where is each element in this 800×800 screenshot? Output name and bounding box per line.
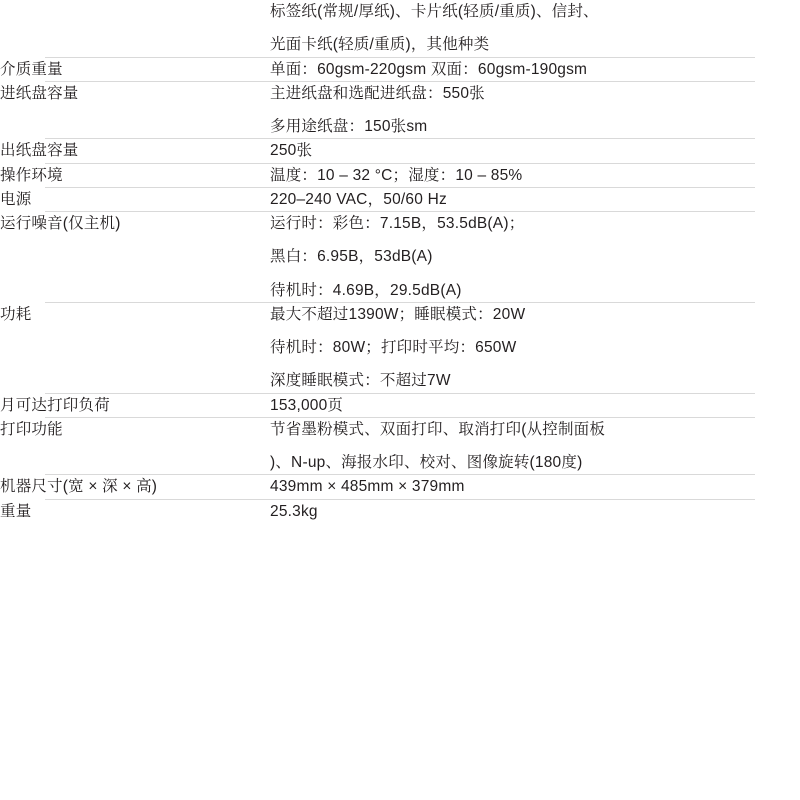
row-label-cell [0, 188, 270, 211]
row-value-line: 439mm × 485mm × 379mm [270, 478, 465, 496]
table-row [0, 500, 800, 523]
row-value-line: 25.3kg [270, 502, 318, 520]
row-value-line: 待机时：80W；打印时平均：650W [270, 339, 517, 356]
row-label-cell [0, 164, 270, 187]
row-value-line: 黑白：6.95B，53dB(A) [270, 248, 433, 266]
table-row [0, 475, 800, 498]
row-label: 运行噪音(仅主机) [0, 215, 121, 232]
row-value-line: 运行时：彩色：7.15B，53.5dB(A)； [270, 215, 525, 232]
row-label-cell [0, 475, 270, 498]
row-value-line: 单面：60gsm-220gsm 双面：60gsm-190gsm [270, 60, 588, 78]
row-value-cell [270, 0, 800, 57]
row-label-cell [0, 58, 270, 81]
table-row [0, 418, 800, 475]
table-row [0, 212, 800, 302]
table-row [0, 58, 800, 81]
row-value-line: 主进纸盘和选配进纸盘：550张 [270, 84, 485, 102]
row-label-cell [0, 418, 270, 475]
row-value-cell [270, 164, 800, 187]
row-label-cell [0, 212, 270, 302]
table-row [0, 139, 800, 162]
row-value-line: 深度睡眠模式：不超过7W [270, 372, 451, 390]
table-row-continuation [0, 0, 800, 57]
row-value-line: 待机时：4.69B，29.5dB(A) [270, 281, 462, 299]
row-value-line: )、N-up、海报水印、校对、图像旋转(180度) [270, 454, 583, 471]
row-value-cell [270, 139, 800, 162]
row-value-cell [270, 303, 800, 393]
row-value-line: 220–240 VAC，50/60 Hz [270, 190, 447, 208]
row-value-line: 节省墨粉模式、双面打印、取消打印(从控制面板 [270, 420, 606, 438]
row-label: 电源 [0, 190, 32, 208]
row-label-cell [0, 500, 270, 523]
row-value-cell [270, 475, 800, 498]
row-value-line: 标签纸(常规/厚纸)、卡片纸(轻质/重质)、信封、 [270, 3, 599, 20]
row-label-cell [0, 82, 270, 139]
row-label-cell [0, 303, 270, 393]
row-label: 月可达打印负荷 [0, 396, 110, 414]
row-value-cell [270, 418, 800, 475]
row-value-cell [270, 500, 800, 523]
row-value-cell [270, 82, 800, 139]
row-value-cell [270, 394, 800, 417]
row-value-cell [270, 212, 800, 302]
row-label: 机器尺寸(宽 × 深 × 高) [0, 478, 158, 496]
row-label-cell [0, 0, 270, 57]
row-label: 功耗 [0, 305, 32, 323]
row-value-line: 光面卡纸(轻质/重质)，其他种类 [270, 36, 490, 54]
row-label: 进纸盘容量 [0, 84, 79, 102]
row-label-cell [0, 139, 270, 162]
row-value-line: 最大不超过1390W；睡眠模式：20W [270, 305, 526, 323]
table-row [0, 394, 800, 417]
row-label-cell [0, 394, 270, 417]
row-label: 出纸盘容量 [0, 142, 79, 160]
table-row [0, 188, 800, 211]
row-value-line: 多用途纸盘：150张sm [270, 118, 428, 135]
row-value-line: 153,000页 [270, 396, 344, 414]
row-value-line: 温度：10 – 32 °C；湿度：10 – 85% [270, 166, 523, 184]
table-row [0, 303, 800, 393]
table-row [0, 164, 800, 187]
table-row [0, 82, 800, 139]
row-value-line: 250张 [270, 142, 313, 160]
row-value-cell [270, 58, 800, 81]
row-label: 操作环境 [0, 166, 63, 184]
row-label: 打印功能 [0, 420, 63, 438]
row-label: 介质重量 [0, 60, 63, 78]
row-value-cell [270, 188, 800, 211]
row-label: 重量 [0, 502, 32, 520]
